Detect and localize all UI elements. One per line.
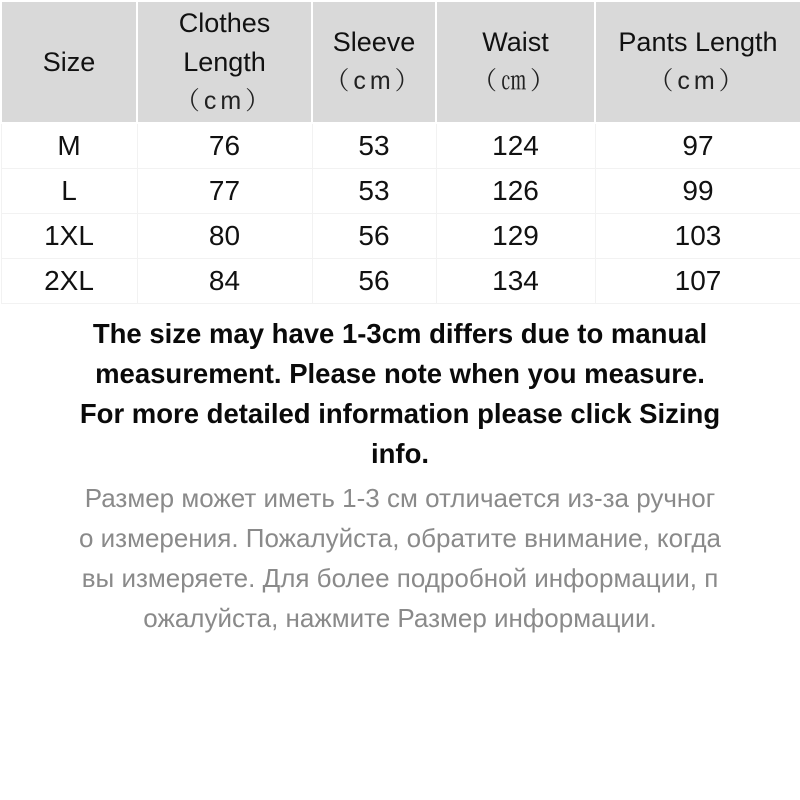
table-row bbox=[1, 123, 800, 169]
cell-sleeve: 53 bbox=[312, 123, 436, 169]
note-line: info. bbox=[370, 438, 430, 469]
header-unit: （cm） bbox=[174, 86, 275, 115]
note-line: вы измеряете. Для более подробной информации, п bbox=[81, 563, 719, 593]
note-line: Размер может иметь 1-3 см отличается из-за ручног bbox=[84, 483, 716, 513]
size-chart bbox=[0, 0, 800, 304]
cell-pants-length: 97 bbox=[595, 123, 800, 169]
cell-pants-length: 107 bbox=[595, 259, 800, 304]
header-clothes-length bbox=[137, 1, 312, 123]
header-label: Sleeve bbox=[332, 27, 416, 57]
table-row bbox=[1, 214, 800, 259]
cell-waist: 129 bbox=[436, 214, 595, 259]
cell-size: L bbox=[1, 169, 137, 214]
header-unit: （cm） bbox=[324, 67, 424, 95]
cell-waist: 124 bbox=[436, 123, 595, 169]
table-header-row bbox=[1, 1, 800, 123]
cell-clothes-length: 84 bbox=[137, 259, 312, 304]
table-row bbox=[1, 169, 800, 214]
table-row bbox=[1, 259, 800, 304]
cell-pants-length: 103 bbox=[595, 214, 800, 259]
cell-clothes-length: 80 bbox=[137, 214, 312, 259]
header-size bbox=[1, 1, 137, 123]
note-line: For more detailed information please click Sizing bbox=[79, 398, 721, 429]
header-waist bbox=[436, 1, 595, 123]
measurement-note-russian bbox=[0, 478, 800, 638]
note-line: measurement. Please note when you measure. bbox=[95, 358, 705, 389]
header-pants-length bbox=[595, 1, 800, 123]
header-sleeve bbox=[312, 1, 436, 123]
header-unit: （cm） bbox=[648, 67, 748, 95]
header-label: Clothes Length bbox=[178, 7, 271, 77]
header-label: Pants Length bbox=[618, 27, 778, 57]
cell-clothes-length: 77 bbox=[137, 169, 312, 214]
size-table bbox=[0, 0, 800, 304]
header-unit: （㎝） bbox=[471, 67, 559, 95]
note-line: о измерения. Пожалуйста, обратите внимание, когда bbox=[78, 523, 722, 553]
note-line: The size may have 1-3cm differs due to manual bbox=[92, 318, 708, 349]
cell-sleeve: 56 bbox=[312, 259, 436, 304]
cell-pants-length: 99 bbox=[595, 169, 800, 214]
measurement-note-english bbox=[0, 314, 800, 474]
note-line: ожалуйста, нажмите Размер информации. bbox=[143, 603, 657, 633]
cell-waist: 126 bbox=[436, 169, 595, 214]
cell-clothes-length: 76 bbox=[137, 123, 312, 169]
cell-sleeve: 53 bbox=[312, 169, 436, 214]
cell-waist: 134 bbox=[436, 259, 595, 304]
cell-size: M bbox=[1, 123, 137, 169]
cell-size: 2XL bbox=[1, 259, 137, 304]
header-label: Waist bbox=[482, 27, 549, 57]
cell-sleeve: 56 bbox=[312, 214, 436, 259]
header-label: Size bbox=[42, 46, 96, 77]
cell-size: 1XL bbox=[1, 214, 137, 259]
